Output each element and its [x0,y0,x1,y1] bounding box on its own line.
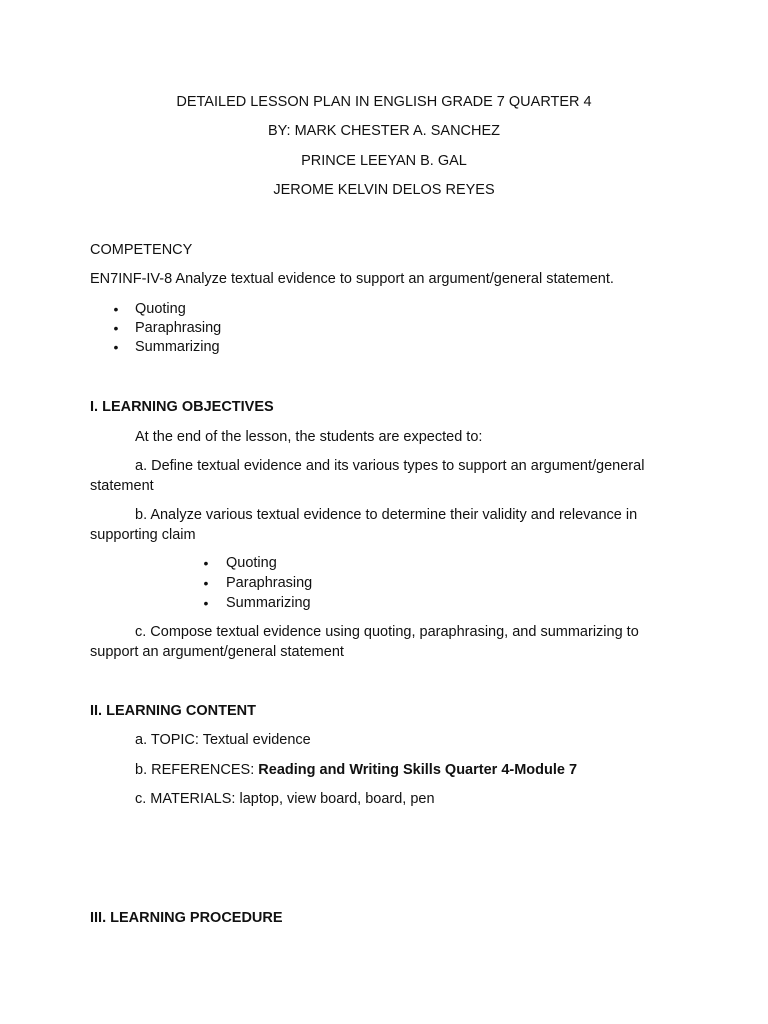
content-references [135,760,577,780]
objective-a: a. Define textual evidence and its various types to support an argument/general [135,458,645,474]
list-item: Paraphrasing [135,320,222,336]
author-name: JEROME KELVIN DELOS REYES [273,182,495,198]
objective-c-continued: support an argument/general statement [90,644,344,660]
objectives-intro: At the end of the lesson, the students are expected to: [135,429,483,445]
bullet-icon: • [203,595,209,611]
list-item: Summarizing [135,339,220,355]
section-heading-objectives: I. LEARNING OBJECTIVES [90,399,274,415]
objective-b: b. Analyze various textual evidence to determine their validity and relevance in [135,507,638,523]
bullet-icon: • [203,575,209,591]
objective-c: c. Compose textual evidence using quoting, paraphrasing, and summarizing to [135,624,639,640]
bullet-icon: • [113,339,119,355]
references-value: Reading and Writing Skills Quarter 4-Module 7 [258,762,578,778]
content-materials: c. MATERIALS: laptop, view board, board, pen [135,791,435,807]
author-byline: BY: MARK CHESTER A. SANCHEZ [267,123,501,139]
bullet-icon: • [113,301,119,317]
bullet-icon: • [113,320,119,336]
document-title: DETAILED LESSON PLAN IN ENGLISH GRADE 7 QUARTER 4 [176,94,592,110]
list-item: Paraphrasing [226,575,313,591]
section-heading-content: II. LEARNING CONTENT [90,703,256,719]
section-heading-procedure: III. LEARNING PROCEDURE [90,910,283,926]
list-item: Summarizing [226,595,311,611]
competency-heading: COMPETENCY [90,242,193,258]
competency-text: EN7INF-IV-8 Analyze textual evidence to support an argument/general statement. [90,271,614,287]
author-name: PRINCE LEEYAN B. GAL [301,153,467,169]
references-label: b. REFERENCES: [135,762,259,778]
list-item: Quoting [226,555,277,571]
objective-a-continued: statement [90,478,154,494]
list-item: Quoting [135,301,186,317]
content-topic: a. TOPIC: Textual evidence [135,732,311,748]
objective-b-continued: supporting claim [90,527,196,543]
bullet-icon: • [203,555,209,571]
